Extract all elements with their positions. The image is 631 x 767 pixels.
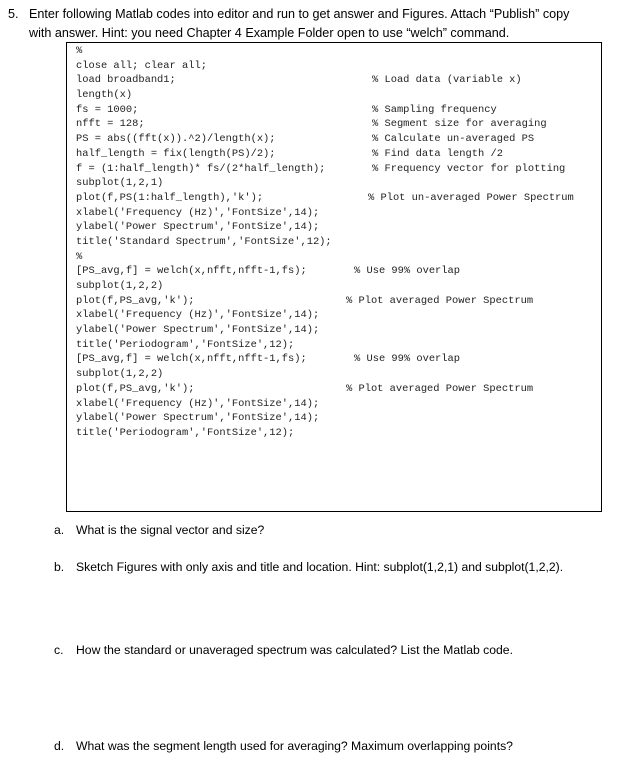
code-statement: % <box>76 250 83 263</box>
code-comment: % Load data (variable x) <box>372 74 522 87</box>
code-statement: [PS_avg,f] = welch(x,nfft,nfft-1,fs); <box>76 353 307 366</box>
subquestion-label: b. <box>54 560 65 574</box>
code-comment: % Plot averaged Power Spectrum <box>346 294 534 307</box>
code-statement: ylabel('Power Spectrum','FontSize',14); <box>76 412 320 425</box>
code-statement: fs = 1000; <box>76 103 139 116</box>
code-comment: % Use 99% overlap <box>354 353 461 366</box>
subquestion-label: d. <box>54 739 65 753</box>
code-statement: PS = abs((fft(x)).^2)/length(x); <box>76 133 276 146</box>
code-comment: % Find data length /2 <box>372 147 503 160</box>
code-statement: % <box>76 45 83 57</box>
code-statement: title('Standard Spectrum','FontSize',12); <box>76 235 332 248</box>
code-statement: plot(f,PS(1:half_length),'k'); <box>76 191 264 204</box>
code-comment: % Use 99% overlap <box>354 265 461 278</box>
code-statement: f = (1:half_length)* fs/(2*half_length); <box>76 162 326 175</box>
question-text-line-2: with answer. Hint: you need Chapter 4 Example Folder open to use “welch” command. <box>29 26 510 40</box>
code-comment: % Plot un-averaged Power Spectrum <box>368 191 574 204</box>
code-comment: % Frequency vector for plotting <box>372 162 566 175</box>
code-statement: title('Periodogram','FontSize',12); <box>76 338 295 351</box>
subquestion-text: What is the signal vector and size? <box>76 523 265 537</box>
code-comment: % Calculate un-averaged PS <box>372 133 535 146</box>
code-statement: load broadband1; <box>76 74 176 87</box>
code-comment: % Segment size for averaging <box>372 118 547 131</box>
code-statement: title('Periodogram','FontSize',12); <box>76 426 295 439</box>
code-statement: xlabel('Frequency (Hz)','FontSize',14); <box>76 309 320 322</box>
code-statement: subplot(1,2,1) <box>76 177 164 190</box>
code-statement: xlabel('Frequency (Hz)','FontSize',14); <box>76 397 320 410</box>
code-statement: nfft = 128; <box>76 118 145 131</box>
subquestion-label: c. <box>54 643 64 657</box>
code-statement: close all; clear all; <box>76 59 207 72</box>
code-comment: % Plot averaged Power Spectrum <box>346 382 534 395</box>
code-statement: plot(f,PS_avg,'k'); <box>76 382 195 395</box>
code-statement: plot(f,PS_avg,'k'); <box>76 294 195 307</box>
question-number: 5. <box>8 7 19 21</box>
subquestion-text: How the standard or unaveraged spectrum was calculated? List the Matlab code. <box>76 643 513 657</box>
subquestion-text: Sketch Figures with only axis and title and location. Hint: subplot(1,2,1) and subplot(1,2,2). <box>76 560 564 574</box>
code-statement: [PS_avg,f] = welch(x,nfft,nfft-1,fs); <box>76 265 307 278</box>
subquestion-label: a. <box>54 523 65 537</box>
code-statement: subplot(1,2,2) <box>76 280 164 292</box>
code-comment: % Sampling frequency <box>372 103 497 116</box>
question-text-line-1: Enter following Matlab codes into editor and run to get answer and Figures. Attach “Publish” copy <box>29 7 570 21</box>
code-statement: subplot(1,2,2) <box>76 368 164 381</box>
code-statement: xlabel('Frequency (Hz)','FontSize',14); <box>76 206 320 219</box>
code-statement: length(x) <box>76 89 133 102</box>
code-statement: ylabel('Power Spectrum','FontSize',14); <box>76 324 320 337</box>
subquestion-text: What was the segment length used for averaging? Maximum overlapping points? <box>76 739 513 753</box>
code-statement: ylabel('Power Spectrum','FontSize',14); <box>76 221 320 234</box>
code-statement: half_length = fix(length(PS)/2); <box>76 147 276 160</box>
code-listing-box <box>66 42 602 512</box>
